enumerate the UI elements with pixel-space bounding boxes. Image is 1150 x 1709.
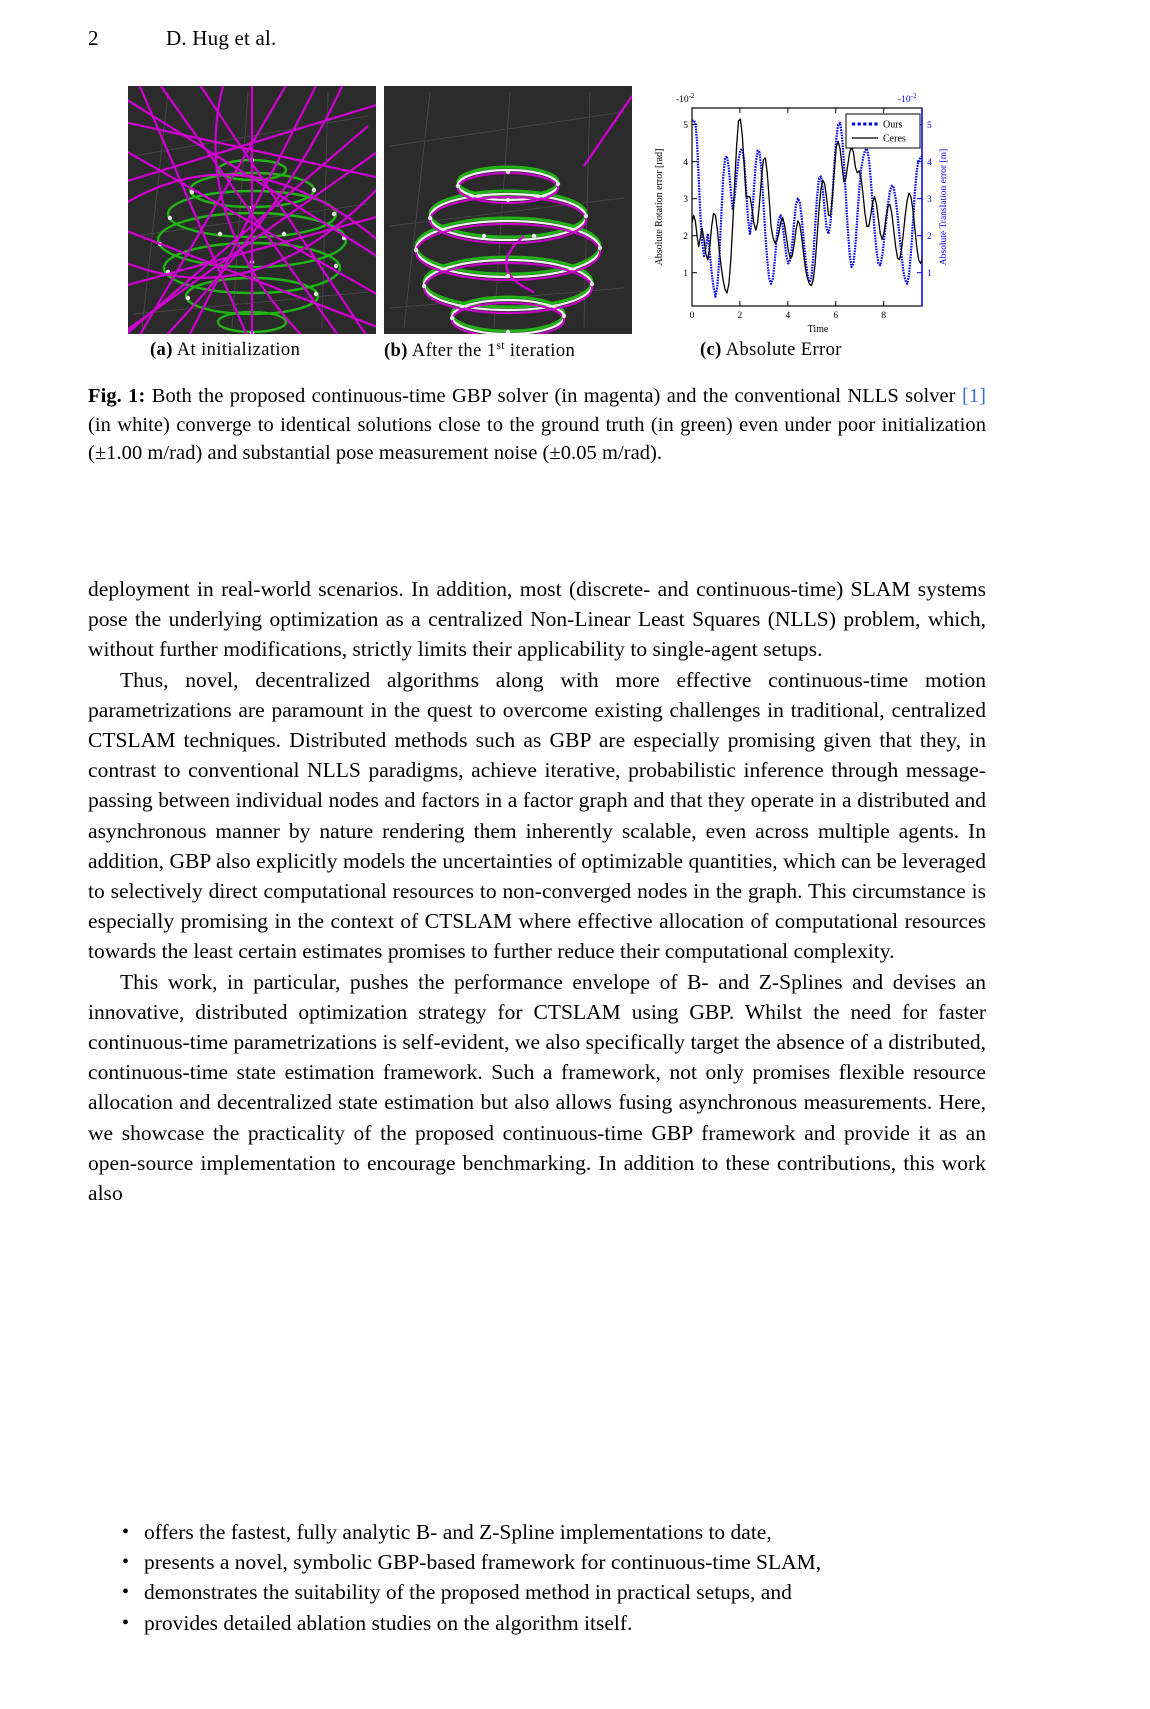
- figure-panel-b-after-first-iteration: [384, 86, 632, 334]
- figure-panel-a-at-initialization: [128, 86, 376, 334]
- list-item: [122, 1577, 986, 1607]
- subcaption-a-label: At initialization: [176, 340, 301, 360]
- body-paragraph: Thus, novel, decentralized algorithms along with more effective continuous-time motion parametrizations are paramount in the quest to overcome existing challenges in traditional, centralized CTSLAM techniques. Distributed methods such as GBP are especially promising given that they, in contrast to conventional NLLS paradigms, achieve iterative, probabilistic inference through message-passing between individual nodes and factors in a factor graph and that they operate in a distributed and asynchronous manner by nature rendering them inherently scalable, even across multiple agents. In addition, GBP also explicitly models the uncertainties of optimizable quantities, which can be leveraged to selectively direct computational resources to non-converged nodes in the graph. This circumstance is especially promising in the context of CTSLAM where effective allocation of computational resources towards the least certain estimates promises to further reduce their computational complexity.: [88, 667, 986, 964]
- svg-text:5: 5: [927, 120, 932, 131]
- svg-text:1: 1: [927, 268, 932, 279]
- subcaption-b-label-pre: After the 1: [411, 341, 497, 362]
- subcaption-c: [700, 340, 842, 361]
- list-item: [122, 1547, 986, 1577]
- panel-b-plot: [384, 86, 632, 334]
- absolute-error-chart: [640, 86, 960, 336]
- svg-text:8: 8: [881, 311, 887, 321]
- svg-text:Absolute Rotation error [rad]: Absolute Rotation error [rad]: [654, 148, 665, 266]
- figure-panel-c-absolute-error: [640, 86, 960, 336]
- svg-text:3: 3: [683, 194, 688, 205]
- svg-text:4: 4: [683, 157, 688, 168]
- figure-caption-citation[interactable]: [1]: [961, 385, 986, 407]
- svg-text:-10-2: $-10^{-2}$: [676, 92, 695, 105]
- svg-text:Ceres: Ceres: [883, 133, 906, 145]
- list-item-label: provides detailed ablation studies on the algorithm itself.: [144, 1610, 633, 1635]
- figure-subcaptions: [128, 340, 1018, 366]
- contribution-list: [88, 1517, 986, 1638]
- bullet-icon: •: [122, 1611, 130, 1634]
- bullet-icon: •: [122, 1521, 130, 1543]
- subcaption-c-label: Absolute Error: [725, 340, 842, 360]
- figure-1-panels: [128, 86, 1018, 334]
- figure-caption-tag: Fig. 1:: [88, 385, 146, 407]
- list-item: [122, 1517, 986, 1547]
- subcaption-b-tag: (b): [384, 341, 408, 362]
- running-head-authors: D. Hug et al.: [166, 26, 277, 50]
- body-paragraph: deployment in real-world scenarios. In addition, most (discrete- and continuous-time) SLAM systems pose the underlying optimization as a centralized Non-Linear Least Squares (NLLS) problem, which, without further modifications, strictly limits their applicability to single-agent setups.: [88, 577, 986, 662]
- svg-text:0: 0: [689, 311, 695, 321]
- bullet-icon: •: [122, 1581, 130, 1604]
- subcaption-a-tag: (a): [150, 340, 173, 360]
- svg-text:1: 1: [683, 268, 688, 279]
- list-item-label: presents a novel, symbolic GBP-based framework for continuous-time SLAM,: [144, 1550, 822, 1575]
- page-number: 2: [88, 26, 99, 50]
- svg-text:2: 2: [737, 311, 743, 321]
- running-head: [88, 26, 988, 51]
- svg-text:Absolute Translation error [m]: Absolute Translation error [m]: [939, 148, 949, 266]
- subcaption-b: [384, 340, 575, 362]
- svg-text:2: 2: [683, 231, 688, 242]
- body-text: [88, 574, 986, 1208]
- list-item-label: demonstrates the suitability of the proposed method in practical setups, and: [144, 1580, 792, 1605]
- svg-text:5: 5: [683, 120, 688, 131]
- panel-a-plot: [128, 86, 376, 334]
- svg-text:2: 2: [927, 231, 932, 242]
- figure-caption-part1: Both the proposed continuous-time GBP solver (in magenta) and the conventional NLLS solver: [145, 385, 962, 407]
- list-item: [122, 1608, 986, 1638]
- svg-text:-10-2: $-10^{-2}$: [898, 92, 917, 105]
- subcaption-c-tag: (c): [700, 340, 722, 360]
- list-item-label: offers the fastest, fully analytic B- and Z-Spline implementations to date,: [144, 1520, 772, 1544]
- figure-caption: [88, 382, 986, 468]
- subcaption-b-label-post: iteration: [504, 341, 576, 362]
- svg-text:3: 3: [927, 194, 932, 205]
- svg-text:6: 6: [833, 311, 839, 321]
- figure-caption-part2: (in white) converge to identical solutions close to the ground truth (in green) even under poor initialization (±1.00 m/rad) and substantial pose measurement noise (±0.05 m/rad).: [88, 413, 986, 464]
- subcaption-b-label-sup: st: [496, 340, 505, 352]
- svg-text:4: 4: [785, 311, 791, 321]
- subcaption-a: [150, 340, 300, 361]
- bullet-icon: •: [122, 1551, 130, 1574]
- svg-text:Ours: Ours: [883, 119, 903, 131]
- chart-legend: [846, 114, 920, 148]
- body-paragraph: This work, in particular, pushes the performance envelope of B- and Z-Splines and devises an innovative, distributed optimization strategy for CTSLAM using GBP. Whilst the need for faster continuous-time parametrizations is self-evident, we also specifically target the absence of a distributed, continuous-time state estimation framework. Such a framework, not only promises flexible resource allocation and decentralized state estimation but also allows fusing asynchronous measurements. Here, we showcase the practicality of the proposed continuous-time GBP framework and provide it as an open-source implementation to encourage benchmarking. In addition to these contributions, this work also: [88, 969, 986, 1206]
- svg-text:Time: Time: [807, 324, 829, 335]
- svg-text:4: 4: [927, 157, 932, 168]
